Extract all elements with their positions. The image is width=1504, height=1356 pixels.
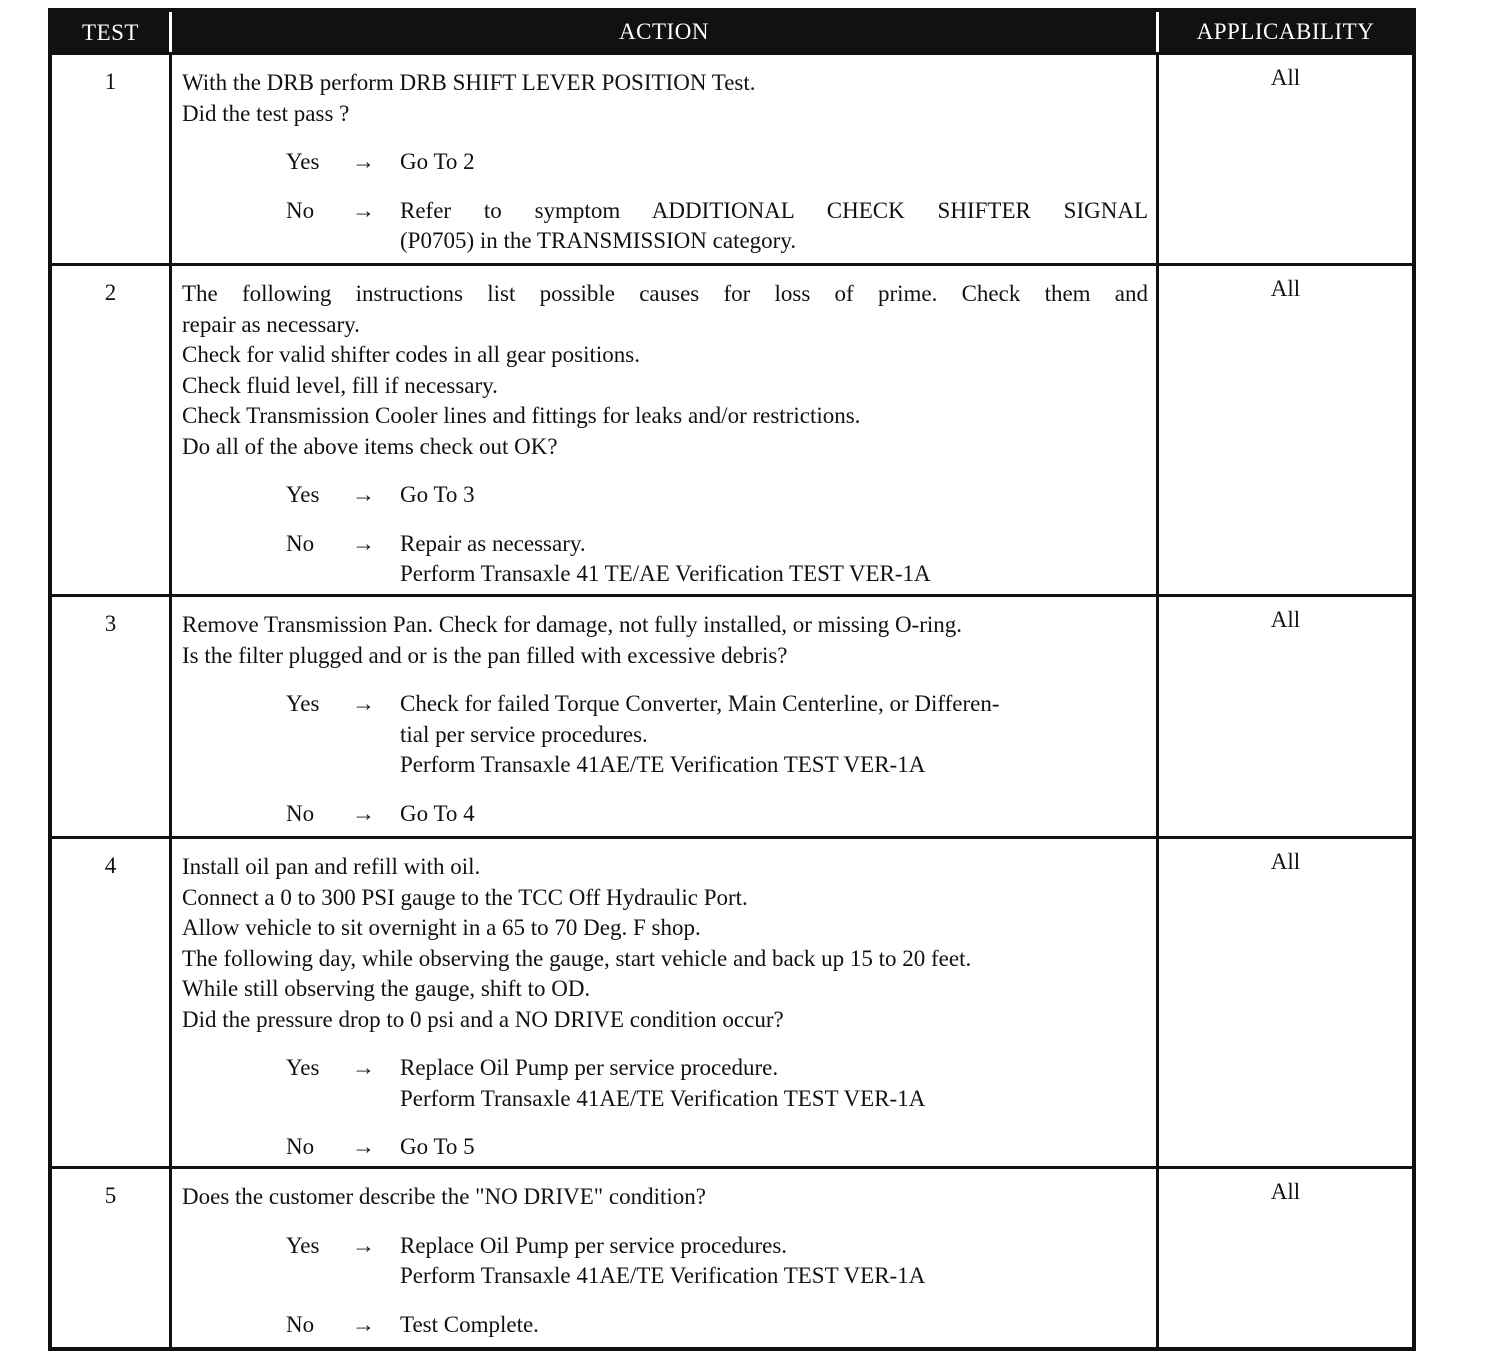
yes-branch (182, 147, 1148, 178)
table-row (52, 594, 1412, 836)
result-line: Test Complete. (400, 1311, 539, 1337)
arrow-icon: → (352, 800, 375, 826)
test-number: 3 (104, 611, 117, 636)
no-result (400, 1310, 1148, 1341)
arrow-icon: → (352, 691, 375, 716)
result-line: Perform Transaxle 41 TE/AE Verification TEST VER-1A (400, 561, 931, 586)
yes-label: Yes (286, 1055, 320, 1080)
arrow-icon: → (352, 149, 375, 174)
table-header (52, 12, 1412, 52)
result-line: Repair as necessary. (400, 530, 586, 556)
result-line: (P0705) in the TRANSMISSION category. (400, 228, 797, 253)
action-line: Check for valid shifter codes in all gear positions. (182, 342, 640, 367)
no-label: No (286, 800, 315, 826)
action-line: Check Transmission Cooler lines and fittings for leaks and/or restrictions. (182, 403, 861, 428)
table-row (52, 836, 1412, 1166)
yes-result (400, 1231, 1148, 1292)
action-line: Connect a 0 to 300 PSI gauge to the TCC Off Hydraulic Port. (182, 884, 748, 910)
test-number: 4 (104, 853, 117, 878)
action-line: Install oil pan and refill with oil. (182, 854, 481, 879)
yes-result (400, 689, 1148, 781)
no-branch (182, 529, 1148, 590)
action-line: Did the pressure drop to 0 psi and a NO DRIVE condition occur? (182, 1006, 784, 1032)
yes-branch (182, 1053, 1148, 1114)
test-number: 2 (104, 280, 117, 305)
action-line: Remove Transmission Pan. Check for damage, not fully installed, or missing O-ring. (182, 612, 963, 637)
no-branch (182, 1310, 1148, 1341)
yes-result (400, 147, 1148, 178)
arrow-icon: → (352, 530, 375, 556)
result-line: Go To 3 (400, 482, 475, 507)
action-cell (169, 55, 1159, 263)
arrow-icon: → (352, 1134, 375, 1159)
result-line: Replace Oil Pump per service procedures. (400, 1232, 788, 1258)
arrow-icon: → (352, 482, 375, 507)
yes-result (400, 1053, 1148, 1114)
no-branch (182, 196, 1148, 257)
yes-label: Yes (286, 1232, 320, 1258)
no-result (400, 1132, 1148, 1163)
action-line: While still observing the gauge, shift to OD. (182, 976, 591, 1001)
no-result (400, 196, 1148, 257)
table-row (52, 52, 1412, 263)
table-row (52, 263, 1412, 594)
yes-label: Yes (286, 482, 320, 507)
applicability-cell: All (1270, 849, 1301, 874)
result-line: Go To 5 (400, 1134, 475, 1159)
arrow-icon: → (352, 197, 375, 223)
action-line: Did the test pass ? (182, 100, 350, 126)
test-number: 5 (104, 1183, 117, 1208)
yes-branch (182, 1231, 1148, 1292)
yes-result (400, 480, 1148, 511)
no-result (400, 529, 1148, 590)
result-line: Go To 4 (400, 800, 475, 826)
header-applicability: APPLICABILITY (1196, 19, 1375, 44)
action-cell (169, 597, 1159, 836)
action-cell (169, 1169, 1159, 1347)
yes-branch (182, 480, 1148, 511)
table-row (52, 1166, 1412, 1347)
action-line: The following instructions list possible causes for loss of prime. Check them and (182, 281, 1148, 306)
action-line: Allow vehicle to sit overnight in a 65 to 70 Deg. F shop. (182, 915, 701, 940)
test-number: 1 (104, 69, 117, 94)
no-label: No (286, 530, 315, 556)
no-branch (182, 799, 1148, 830)
yes-branch (182, 689, 1148, 781)
no-label: No (286, 1311, 315, 1337)
action-line: Do all of the above items check out OK? (182, 433, 558, 459)
header-action: ACTION (169, 12, 1159, 52)
result-line: Check for failed Torque Converter, Main Centerline, or Differen- (400, 691, 1000, 716)
action-line: Check fluid level, fill if necessary. (182, 372, 498, 398)
result-line: tial per service procedures. (400, 721, 648, 747)
no-result (400, 799, 1148, 830)
result-line: Perform Transaxle 41AE/TE Verification TEST VER-1A (400, 752, 926, 777)
applicability-cell: All (1270, 607, 1301, 632)
arrow-icon: → (352, 1311, 375, 1337)
header-test: TEST (82, 20, 139, 45)
action-line: The following day, while observing the gauge, start vehicle and back up 15 to 20 feet. (182, 945, 972, 971)
result-line: Perform Transaxle 41AE/TE Verification TEST VER-1A (400, 1085, 926, 1111)
yes-label: Yes (286, 691, 320, 716)
arrow-icon: → (352, 1232, 375, 1258)
result-line: Go To 2 (400, 149, 475, 174)
no-label: No (286, 197, 315, 223)
action-cell (169, 266, 1159, 594)
action-line: Does the customer describe the "NO DRIVE" condition? (182, 1184, 707, 1209)
yes-label: Yes (286, 149, 320, 174)
applicability-cell: All (1270, 65, 1301, 90)
applicability-cell: All (1270, 276, 1301, 301)
applicability-cell: All (1270, 1179, 1301, 1204)
no-branch (182, 1132, 1148, 1163)
diagnostic-test-table (48, 8, 1416, 1351)
action-line: repair as necessary. (182, 311, 360, 337)
action-cell (169, 839, 1159, 1166)
action-line: Is the filter plugged and or is the pan filled with excessive debris? (182, 642, 788, 668)
result-line: Replace Oil Pump per service procedure. (400, 1055, 779, 1080)
no-label: No (286, 1134, 315, 1159)
result-line: Perform Transaxle 41AE/TE Verification TEST VER-1A (400, 1263, 926, 1288)
result-line: Refer to symptom ADDITIONAL CHECK SHIFTER SIGNAL (400, 197, 1148, 223)
arrow-icon: → (352, 1055, 375, 1080)
action-line: With the DRB perform DRB SHIFT LEVER POSITION Test. (182, 70, 756, 95)
